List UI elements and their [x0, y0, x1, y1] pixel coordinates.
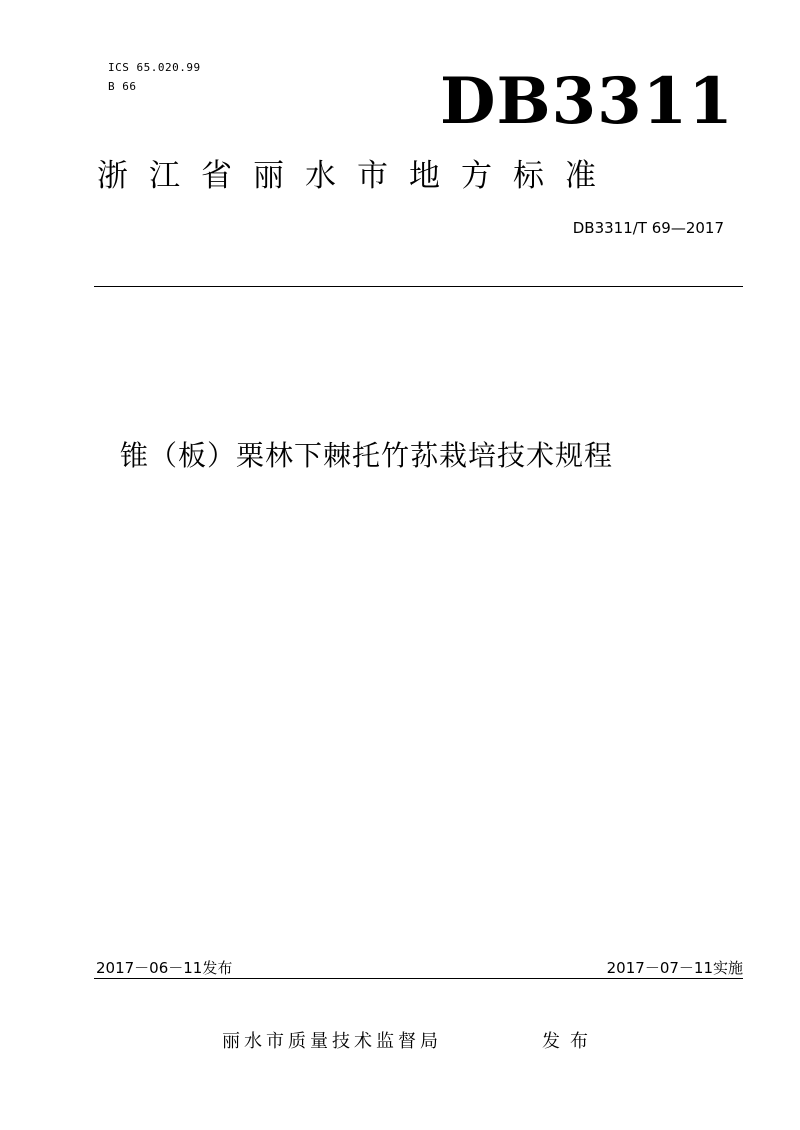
implement-date: 2017－07－11实施 [606, 959, 743, 977]
issue-label: 发布 [542, 1031, 598, 1052]
header-divider [94, 286, 743, 287]
ccs-code: B 66 [108, 80, 137, 93]
ics-code: ICS 65.020.99 [108, 61, 201, 74]
issuing-authority: 丽水市质量技术监督局 [222, 1031, 442, 1052]
standard-number: DB3311/T 69—2017 [572, 219, 724, 237]
standard-code: DB3311 [440, 64, 734, 139]
classification-codes [108, 58, 201, 96]
publish-date: 2017－06－11发布 [96, 959, 233, 977]
document-title: 锥（板）栗林下棘托竹荪栽培技术规程 [120, 439, 614, 472]
footer-divider [94, 978, 743, 979]
standard-type-heading: 浙江省丽水市地方标准 [97, 158, 617, 194]
